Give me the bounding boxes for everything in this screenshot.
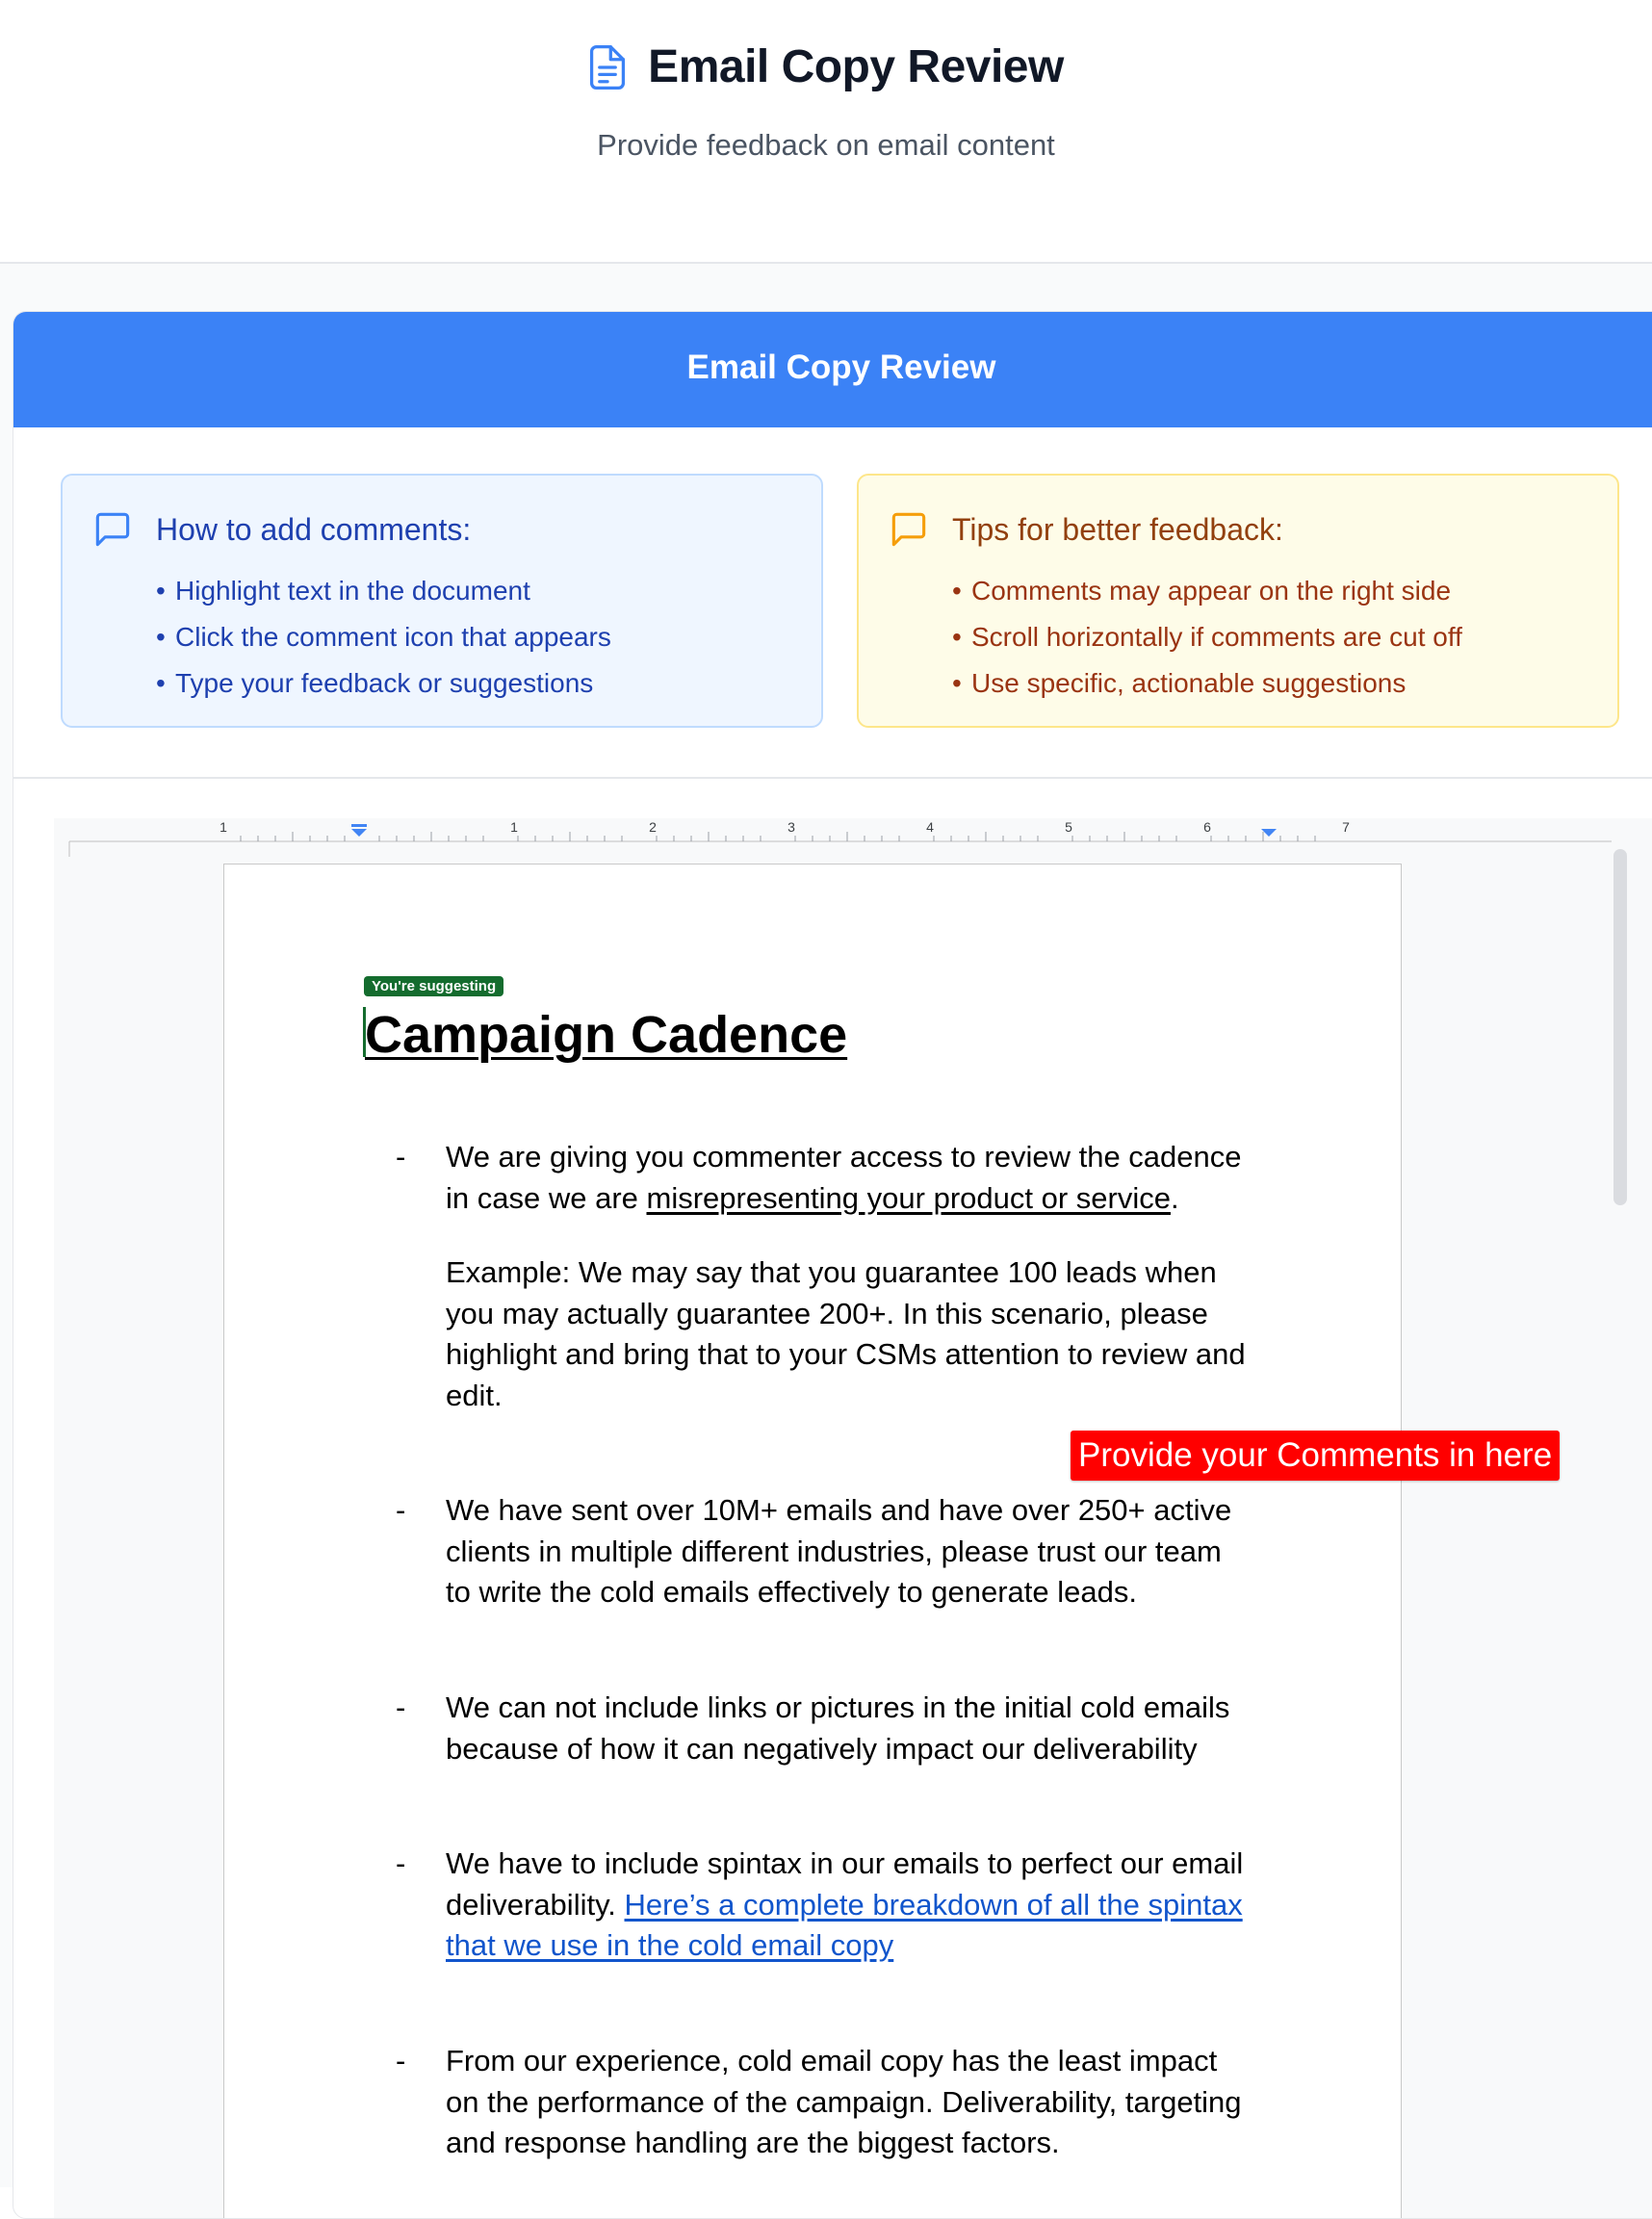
suggesting-mode-badge: You're suggesting: [364, 976, 503, 996]
ruler-label: 1: [510, 819, 518, 835]
tips-panel: [857, 474, 1619, 728]
list-item: • Scroll horizontally if comments are cut off: [952, 622, 1462, 652]
list-item: • Highlight text in the document: [156, 576, 530, 606]
bullet-dash: -: [396, 2044, 406, 2077]
paragraph[interactable]: We are giving you commenter access to review the cadence in case we are misrepresenting your product or service.: [446, 1140, 1242, 1215]
tips-list: [952, 568, 1462, 707]
ruler-label: 1: [219, 819, 227, 835]
how-to-panel: [61, 474, 823, 728]
paragraph[interactable]: We can not include links or pictures in the initial cold emails because of how it can negatively impact our deliverability: [446, 1690, 1230, 1766]
left-indent-marker[interactable]: [351, 824, 367, 837]
section-divider: [13, 777, 1652, 779]
card-title: Email Copy Review: [686, 348, 996, 386]
bullet-dash: -: [396, 1493, 406, 1527]
scrollbar-thumb[interactable]: [1613, 849, 1627, 1205]
document-icon: [588, 45, 627, 90]
tips-title: Tips for better feedback:: [952, 512, 1283, 547]
comment-icon: [94, 512, 131, 552]
list-item: • Type your feedback or suggestions: [156, 668, 594, 698]
how-to-title: How to add comments:: [156, 512, 472, 547]
page-title-row: [0, 40, 1652, 93]
list-item: • Comments may appear on the right side: [952, 576, 1452, 606]
ruler-label: 5: [1065, 819, 1072, 835]
document-heading[interactable]: Campaign Cadence: [365, 1006, 848, 1064]
paragraph[interactable]: We have sent over 10M+ emails and have over 250+ active clients in multiple different industries, please trust our team to write the cold emails effectively to generate leads.: [446, 1493, 1232, 1609]
document-page[interactable]: [223, 864, 1402, 2219]
list-item: • Click the comment icon that appears: [156, 622, 611, 652]
underlined-text: misrepresenting your product or service: [646, 1180, 1171, 1215]
spintax-breakdown-link[interactable]: that we use in the cold email copy: [446, 1928, 894, 1962]
example-paragraph[interactable]: Example: We may say that you guarantee 100 leads when you may actually guarantee 200+. In this scenario, please highlight and bring that to your CSMs attention to review and edit.: [446, 1255, 1246, 1412]
ruler-label: 7: [1342, 819, 1350, 835]
page-subtitle: Provide feedback on email content: [597, 128, 1055, 162]
bullet-dash: -: [396, 1690, 406, 1724]
how-to-list: [156, 568, 611, 707]
comment-callout: Provide your Comments in here: [1071, 1431, 1560, 1481]
main-area: [0, 264, 1652, 2187]
ruler-label: 3: [787, 819, 795, 835]
comment-icon: [891, 512, 927, 552]
page-title: Email Copy Review: [648, 41, 1064, 92]
page-header: [0, 0, 1652, 264]
paragraph[interactable]: We have to include spintax in our emails to perfect our email deliverability. Here’s a complete breakdown of all the spintax that we use in the cold email copy: [446, 1846, 1244, 1962]
ruler[interactable]: [54, 818, 1613, 857]
embedded-document[interactable]: [54, 818, 1652, 2219]
bullet-dash: -: [396, 1846, 406, 1880]
review-card: [13, 311, 1652, 2219]
spintax-breakdown-link[interactable]: Here’s a complete breakdown of all the spintax: [624, 1887, 1243, 1922]
ruler-label: 6: [1203, 819, 1211, 835]
ruler-label: 4: [926, 819, 934, 835]
paragraph[interactable]: From our experience, cold email copy has the least impact on the performance of the campaign. Deliverability, targeting and response handling are the biggest factors.: [446, 2044, 1242, 2159]
card-header: [13, 312, 1652, 427]
list-item: • Use specific, actionable suggestions: [952, 668, 1407, 698]
bullet-dash: -: [396, 1140, 406, 1174]
ruler-label: 2: [649, 819, 657, 835]
